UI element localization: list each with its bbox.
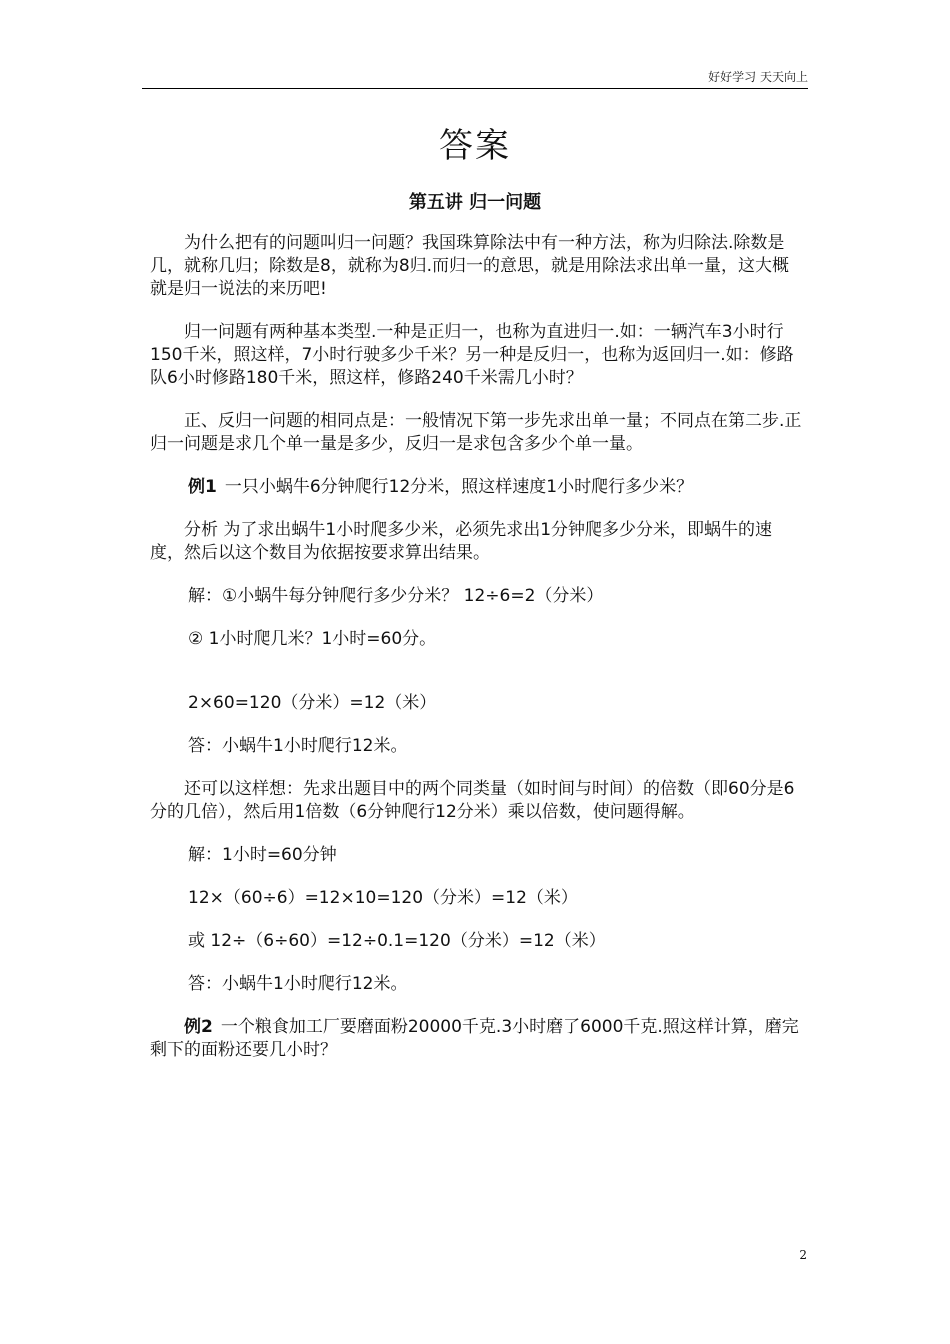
- example1-label: 例1: [188, 477, 217, 497]
- example1-alt-step1: 解：1小时=60分钟: [188, 845, 337, 865]
- example1-step1: 解：①小蜗牛每分钟爬行多少分米？ 12÷6=2（分米）: [188, 586, 604, 606]
- example1-question: [150, 476, 805, 499]
- page-title: 答案: [439, 126, 511, 166]
- example2-question: [150, 1016, 805, 1062]
- example1-alt-explanation: 还可以这样想：先求出题目中的两个同类量（如时间与时间）的倍数（即60分是6分的几倍），然后用1倍数（6分钟爬行12分米）乘以倍数，使问题得解。: [150, 779, 795, 822]
- header-motto: 好好学习 天天向上: [708, 70, 808, 84]
- intro-paragraph: 为什么把有的问题叫归一问题？我国珠算除法中有一种方法，称为归除法.除数是几，就称几归；除数是8，就称为8归.而归一的意思，就是用除法求出单一量，这大概就是归一说法的来历吧!: [150, 233, 790, 299]
- header-rule: [142, 88, 808, 89]
- example1-step2: ② 1小时爬几米？1小时=60分。: [188, 629, 437, 649]
- example2-label: 例2: [184, 1017, 213, 1037]
- page-number: 2: [799, 1248, 807, 1262]
- compare-paragraph: 正、反归一问题的相同点是：一般情况下第一步先求出单一量；不同点在第二步.正归一问题是求几个单一量是多少，反归一是求包含多少个单一量。: [150, 411, 802, 454]
- example1-analysis: 分析 为了求出蜗牛1小时爬多少米，必须先求出1分钟爬多少分米，即蜗牛的速度，然后以这个数目为依据按要求算出结果。: [150, 520, 773, 563]
- example2-text: 一个粮食加工厂要磨面粉20000千克.3小时磨了6000千克.照这样计算，磨完剩下的面粉还要几小时？: [150, 1017, 799, 1060]
- example1-alt-answer: 答：小蜗牛1小时爬行12米。: [188, 974, 408, 994]
- example1-answer: 答：小蜗牛1小时爬行12米。: [188, 736, 408, 756]
- types-paragraph: 归一问题有两种基本类型.一种是正归一，也称为直进归一.如：一辆汽车3小时行150千米，照这样，7小时行驶多少千米？另一种是反归一，也称为返回归一.如：修路队6小时修路180千米，照这样，修路240千米需几小时？: [150, 322, 794, 388]
- example1-alt-calc1: 12×（60÷6）=12×10=120（分米）=12（米）: [188, 888, 578, 908]
- lecture-title: 第五讲 归一问题: [408, 192, 542, 213]
- example1-text: 一只小蜗牛6分钟爬行12分米，照这样速度1小时爬行多少米？: [224, 477, 694, 497]
- example1-alt-calc2: 或 12÷（6÷60）=12÷0.1=120（分米）=12（米）: [188, 931, 606, 951]
- document-body: [150, 232, 805, 1082]
- example1-calc: 2×60=120（分米）=12（米）: [188, 693, 437, 713]
